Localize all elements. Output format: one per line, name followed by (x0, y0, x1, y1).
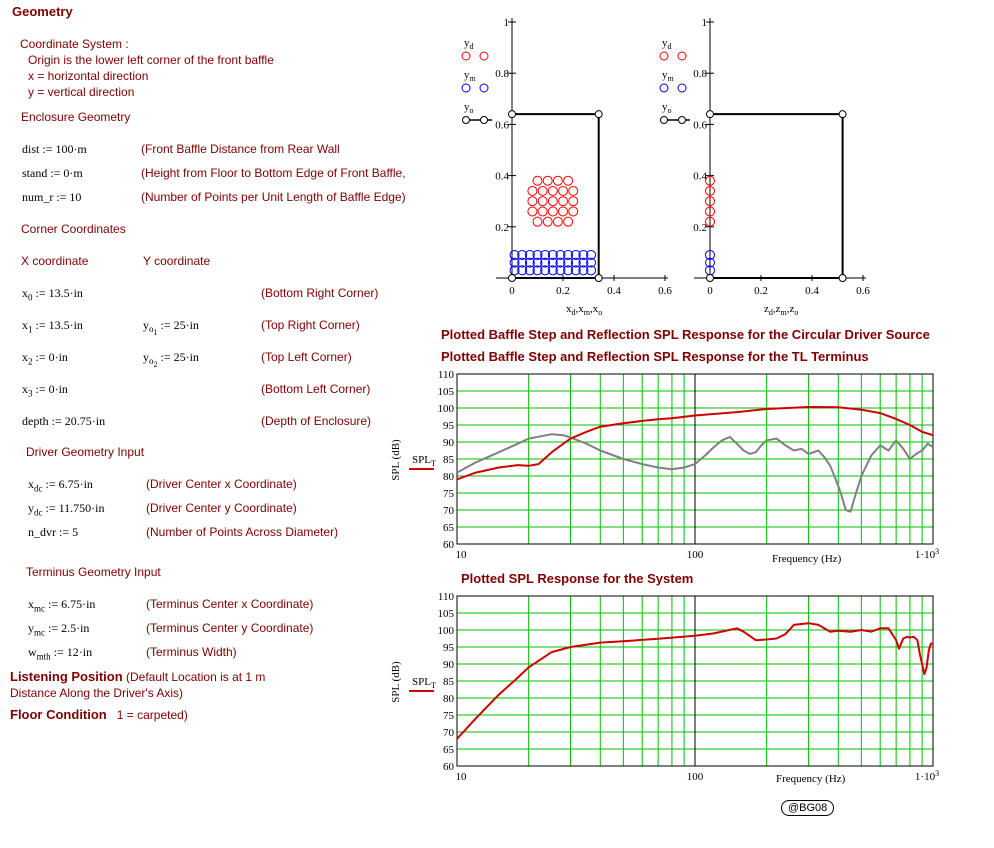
input-n-dvr[interactable]: n_dvr := 5 (28, 525, 79, 539)
comment-depth: (Depth of Enclosure) (261, 414, 372, 428)
comment-xmc: (Terminus Center x Coordinate) (146, 597, 314, 611)
geometry-heading: Geometry (12, 4, 73, 19)
spl1-ytick-label: 65 (443, 522, 454, 534)
listening-position-line-2: Distance Along the Driver's Axis) (10, 686, 184, 700)
input-x2[interactable]: $x_2$ := 0·in (22, 350, 68, 367)
spl1-title-2: Plotted Baffle Step and Reflection SPL Response for the TL Terminus (441, 349, 869, 364)
input-ydc[interactable]: $y_{dc}$ := 11.750·in (28, 501, 105, 518)
spl2-xtick-label: 100 (686, 771, 704, 783)
spl2-ytick-label: 100 (437, 625, 454, 637)
input-stand[interactable]: stand := 0·m (22, 166, 83, 180)
spl2-y-ticks (438, 591, 455, 773)
spl1-xtick-label: 10 (455, 549, 467, 561)
spl1-ylabel: SPL (dB) (390, 439, 402, 481)
input-wmth[interactable]: $w_{mth}$ := 12·in (28, 645, 93, 662)
spl1-ytick-label: 75 (443, 488, 454, 500)
spl2-ytick-label: 105 (437, 608, 454, 620)
version-badge: @BG08 (781, 800, 834, 816)
input-y1[interactable]: $y_{o_1}$ := 25·in (143, 318, 199, 338)
geo2-ytick-label: 0.6 (693, 119, 707, 132)
floor-condition: Floor Condition 1 = carpeted) (10, 707, 188, 722)
input-num-r[interactable]: num_r := 10 (22, 190, 82, 204)
geo1-legend-label: $y_m$ (464, 69, 476, 83)
geo1-legend-label: $y_o$ (464, 101, 474, 115)
spl2-xtick-label: $1\cdot 10^3$ (914, 769, 940, 783)
spl1-ytick-label: 60 (443, 539, 454, 551)
geo1-ytick-label: 0.6 (495, 119, 509, 132)
geo1-xtick-label: 0.4 (607, 285, 621, 297)
input-x1[interactable]: $x_1$ := 13.5·in (22, 318, 83, 335)
spl2-ytick-label: 65 (443, 744, 454, 756)
spl2-ytick-label: 75 (443, 710, 454, 722)
spl1-ytick-label: 110 (437, 369, 454, 381)
geo1-xtick-label: 0.6 (658, 285, 672, 297)
spl1-ytick-label: 85 (443, 454, 454, 466)
y-coordinate-heading: Y coordinate (143, 254, 211, 268)
comment-dist: (Front Baffle Distance from Rear Wall (141, 142, 340, 156)
geo2-xtick-label: 0.2 (754, 285, 768, 297)
input-xmc[interactable]: $x_{mc}$ := 6.75·in (28, 597, 96, 614)
geo2-xtick-label: 0 (707, 285, 713, 297)
comment-bottom-left: (Bottom Left Corner) (261, 382, 371, 396)
geo1-legend-label: $y_d$ (464, 37, 474, 51)
input-y2[interactable]: $y_{o_2}$ := 25·in (143, 350, 199, 370)
enclosure-heading: Enclosure Geometry (21, 110, 131, 124)
comment-xdc: (Driver Center x Coordinate) (146, 477, 297, 491)
spl2-ytick-label: 110 (437, 591, 454, 603)
geo2-xtick-label: 0.6 (856, 285, 870, 297)
x-coordinate-heading: X coordinate (21, 254, 89, 268)
spl1-xtick-label: $1\cdot 10^3$ (914, 547, 940, 561)
geo2-legend-label: $y_d$ (662, 37, 672, 51)
coord-system-line-3: y = vertical direction (28, 85, 135, 99)
comment-ydc: (Driver Center y Coordinate) (146, 501, 297, 515)
spl2-x-ticks (456, 769, 940, 783)
geo1-xtick-label: 0.2 (556, 285, 570, 297)
geo2-xlabel: $z_d,z_m,z_o$ (764, 303, 799, 317)
coord-system-line-2: x = horizontal direction (28, 69, 149, 83)
geo1-ytick-label: 1 (503, 17, 509, 29)
comment-top-left: (Top Left Corner) (261, 350, 352, 364)
geo2-xtick-label: 0.4 (805, 285, 819, 297)
coord-system-line-1: Origin is the lower left corner of the front baffle (28, 53, 274, 67)
geo2-legend-label: $y_o$ (662, 101, 672, 115)
spl1-ytick-label: 70 (443, 505, 454, 517)
spl1-ytick-label: 100 (437, 403, 454, 415)
input-ymc[interactable]: $y_{mc}$ := 2.5·in (28, 621, 90, 638)
spl1-ytick-label: 80 (443, 471, 454, 483)
spl2-xtick-label: 10 (455, 771, 467, 783)
geo1-xtick-label: 0 (509, 285, 515, 297)
spl2-ylabel: SPL (dB) (390, 661, 402, 703)
comment-n-dvr: (Number of Points Across Diameter) (146, 525, 339, 539)
input-xdc[interactable]: $x_{dc}$ := 6.75·in (28, 477, 93, 494)
geo2-ytick-label: 0.8 (693, 68, 707, 81)
spl1-legend: $SPL_T$ (412, 454, 436, 468)
spl1-xlabel: Frequency (Hz) (772, 553, 842, 565)
comment-num-r: (Number of Points per Unit Length of Baffle Edge) (141, 190, 406, 204)
geo1-xlabel: $x_d,x_m,x_o$ (566, 303, 603, 317)
input-dist[interactable]: dist := 100·m (22, 142, 87, 156)
listening-position: Listening Position (Default Location is at 1 m (10, 669, 266, 684)
spl2-legend: $SPL_T$ (412, 676, 436, 690)
spl1-ytick-label: 95 (443, 420, 454, 432)
spl2-ytick-label: 90 (443, 659, 454, 671)
spl2-ytick-label: 85 (443, 676, 454, 688)
spl1-ytick-label: 105 (437, 386, 454, 398)
spl1-ytick-label: 90 (443, 437, 454, 449)
geo1-ytick-label: 0.4 (495, 170, 509, 183)
comment-bottom-right: (Bottom Right Corner) (261, 286, 379, 300)
driver-heading: Driver Geometry Input (26, 445, 145, 459)
input-x3[interactable]: $x_3$ := 0·in (22, 382, 68, 399)
spl1-title-1: Plotted Baffle Step and Reflection SPL Response for the Circular Driver Source (441, 327, 930, 342)
geo1-ytick-label: 0.2 (495, 221, 509, 234)
input-depth[interactable]: depth := 20.75·in (22, 414, 106, 428)
spl2-ytick-label: 60 (443, 761, 454, 773)
comment-stand: (Height from Floor to Bottom Edge of Front Baffle, (141, 166, 406, 180)
spl2-xlabel: Frequency (Hz) (776, 773, 846, 785)
spl2-ytick-label: 80 (443, 693, 454, 705)
geo2-legend-label: $y_m$ (662, 69, 674, 83)
spl2-ytick-label: 70 (443, 727, 454, 739)
corner-heading: Corner Coordinates (21, 222, 126, 236)
terminus-heading: Terminus Geometry Input (26, 565, 161, 579)
geo2-ytick-label: 0.2 (693, 221, 707, 234)
comment-ymc: (Terminus Center y Coordinate) (146, 621, 314, 635)
coord-system-title: Coordinate System : (20, 37, 129, 51)
spl2-title: Plotted SPL Response for the System (461, 571, 694, 586)
geo2-ytick-label: 1 (701, 17, 707, 29)
comment-wmth: (Terminus Width) (146, 645, 237, 659)
geo2-ytick-label: 0.4 (693, 170, 707, 183)
geo1-ytick-label: 0.8 (495, 68, 509, 81)
spl2-ytick-label: 95 (443, 642, 454, 654)
comment-top-right: (Top Right Corner) (261, 318, 360, 332)
input-x0[interactable]: $x_0$ := 13.5·in (22, 286, 83, 303)
spl1-xtick-label: 100 (686, 549, 704, 561)
